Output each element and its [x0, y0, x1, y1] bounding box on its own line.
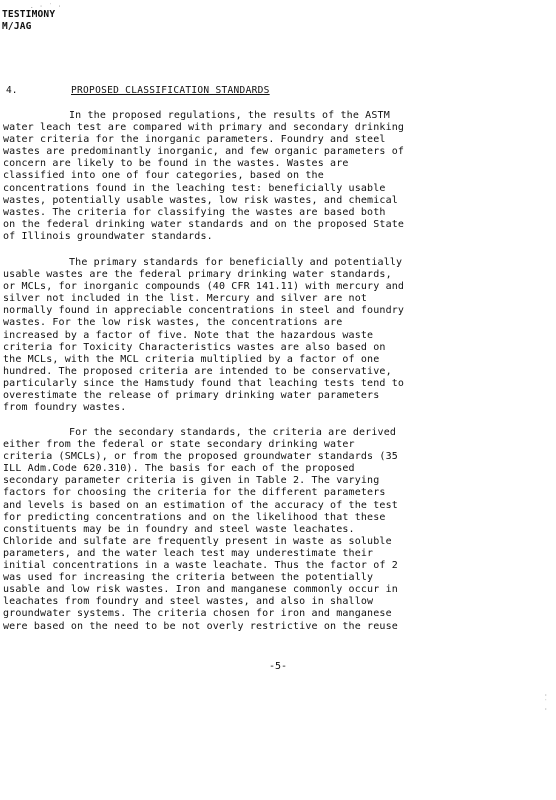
- document-header: [2, 9, 55, 33]
- text-line: ILL Adm.Code 620.310). The basis for each of the proposed: [3, 463, 355, 475]
- text-line: from foundry wastes.: [3, 402, 127, 414]
- text-line: either from the federal or state secondary drinking water: [3, 439, 355, 451]
- page-number: -5-: [268, 661, 288, 672]
- text-line: criteria (SMCLs), or from the proposed groundwater standards (35: [3, 451, 398, 463]
- text-line: constituents may be in foundry and steel waste leachates.: [3, 523, 355, 535]
- text-line: normally found in appreciable concentrations in steel and foundry: [3, 305, 405, 317]
- text-line: Chloride and sulfate are frequently present in waste as soluble: [3, 535, 392, 547]
- text-line: overestimate the release of primary drinking water parameters: [3, 390, 380, 402]
- text-line: secondary parameter criteria is given in Table 2. The varying: [3, 475, 380, 487]
- header-initials: M/JAG: [2, 21, 32, 32]
- text-line: criteria for Toxicity Characteristics wastes are also based on: [3, 341, 386, 353]
- text-line: concentrations found in the leaching test: beneficially usable: [3, 182, 386, 194]
- scan-speckle: · ˙ ·: [544, 692, 549, 713]
- text-line: wastes are predominantly inorganic, and few organic parameters of: [3, 146, 405, 158]
- text-line: wastes, potentially usable wastes, low risk wastes, and chemical: [3, 194, 398, 206]
- text-line: was used for increasing the criteria between the potentially: [3, 572, 374, 584]
- text-line: concern are likely to be found in the wastes. Wastes are: [3, 158, 349, 170]
- text-line: For the secondary standards, the criteria are derived: [69, 427, 397, 438]
- text-line: and levels is based on an estimation of the accuracy of the test: [3, 499, 398, 511]
- text-line: parameters, and the water leach test may underestimate their: [3, 547, 374, 559]
- text-line: factors for choosing the criteria for the different parameters: [3, 487, 386, 499]
- text-line: usable wastes are the federal primary drinking water standards,: [3, 269, 392, 281]
- text-line: of Illinois groundwater standards.: [3, 230, 213, 242]
- section-heading: [6, 85, 270, 97]
- section-number: 4.: [6, 85, 18, 96]
- text-line: silver not included in the list. Mercury and silver are not: [3, 293, 368, 305]
- text-line: groundwater systems. The criteria chosen for iron and manganese: [3, 608, 392, 620]
- scan-speckle: . · ˙ ·: [30, 3, 63, 10]
- text-line: water leach test are compared with primary and secondary drinking: [3, 122, 405, 134]
- text-line: classified into one of four categories, based on the: [3, 170, 324, 182]
- paragraph-2: [3, 257, 489, 414]
- text-line: leachates from foundry and steel wastes, and also in shallow: [3, 596, 374, 608]
- text-line: In the proposed regulations, the results of the ASTM: [69, 110, 390, 121]
- text-line: water criteria for the inorganic parameters. Foundry and steel: [3, 134, 386, 146]
- text-line: for predicting concentrations and on the likelihood that these: [3, 511, 386, 523]
- text-line: the MCLs, with the MCL criteria multiplied by a factor of one: [3, 353, 380, 365]
- text-line: wastes. The criteria for classifying the wastes are based both: [3, 206, 386, 218]
- text-line: usable and low risk wastes. Iron and manganese commonly occur in: [3, 584, 398, 596]
- text-line: wastes. For the low risk wastes, the concentrations are: [3, 317, 343, 329]
- section-title: PROPOSED CLASSIFICATION STANDARDS: [71, 85, 270, 96]
- header-testimony-label: TESTIMONY: [2, 9, 56, 20]
- text-line: particularly since the Hamstudy found that leaching tests tend to: [3, 377, 405, 389]
- paragraph-1: [3, 110, 489, 243]
- text-line: on the federal drinking water standards and on the proposed State: [3, 218, 405, 230]
- text-line: hundred. The proposed criteria are intended to be conservative,: [3, 365, 392, 377]
- paragraph-3: [3, 427, 489, 633]
- text-line: initial concentrations in a waste leachate. Thus the factor of 2: [3, 560, 398, 572]
- text-line: were based on the need to be not overly restrictive on the reuse: [3, 620, 398, 632]
- text-line: The primary standards for beneficially and potentially: [69, 257, 403, 268]
- text-line: increased by a factor of five. Note that the hazardous waste: [3, 329, 374, 341]
- text-line: or MCLs, for inorganic compounds (40 CFR 141.11) with mercury and: [3, 281, 405, 293]
